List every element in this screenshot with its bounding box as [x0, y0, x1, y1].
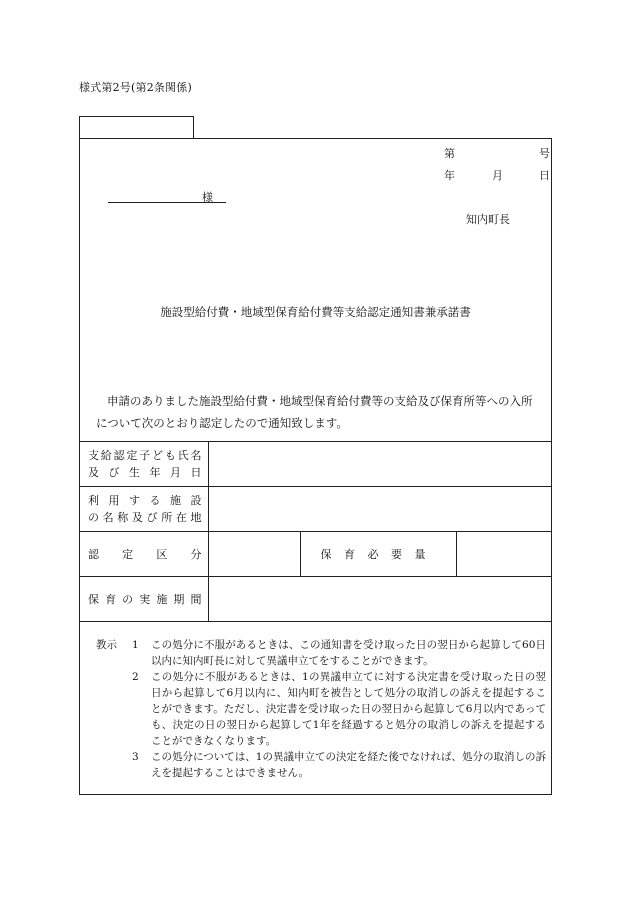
form-number: 様式第2号(第2条関係) — [79, 81, 192, 94]
facility-cell — [208, 487, 551, 532]
care-period-label: 保育の実施期間 — [80, 577, 208, 622]
care-amount-label: 保育必要量 — [300, 532, 456, 577]
day-label: 日 — [539, 169, 550, 182]
child-name-cell — [208, 442, 551, 487]
care-period-cell — [208, 577, 551, 622]
table-row — [80, 487, 551, 532]
notice-heading: 教示 — [96, 639, 117, 651]
notice-item: 1 この処分に不服があるときは、この通知書を受け取った日の翌日から起算して60日以内に知内町長に対して異議申立てをすることができます。 — [132, 639, 546, 667]
certification-table — [80, 441, 551, 622]
certification-category-cell — [208, 532, 300, 577]
number-go-label: 号 — [539, 147, 550, 160]
table-row — [80, 442, 551, 487]
document-title: 施設型給付費・地域型保育給付費等支給認定通知書兼承諾書 — [160, 305, 471, 319]
body-text — [96, 390, 539, 434]
care-amount-cell — [456, 532, 551, 577]
file-number-box — [79, 116, 194, 138]
body-line-2: について次のとおり認定したので通知致します。 — [96, 416, 348, 430]
notice-frame — [79, 138, 552, 795]
certification-category-label: 認定区分 — [80, 532, 208, 577]
month-label: 月 — [492, 169, 503, 182]
facility-label: 利用する施設 の名称及び所在地 — [80, 487, 208, 532]
table-row — [80, 532, 551, 577]
table-row — [80, 577, 551, 622]
child-name-label: 支給認定子ども氏名 及び生年月日 — [80, 442, 208, 487]
notice-item: 3 この処分については、1の異議申立ての決定を経た後でなければ、処分の取消しの訴えを提起することはできません。 — [132, 751, 546, 779]
notice-item: 2 この処分に不服があるときは、1の異議申立てに対する決定書を受け取った日の翌日から起算して6月以内に、知内町を被告として処分の取消しの訴えを提起することができます。ただし、決定書を受け取った日の翌日から起算して6月以内であっても、決定の日の翌日から起算して1年を経過すると処分の取消しの訴えを提起することができなくなります。 — [132, 671, 546, 747]
body-line-1: 申請のありました施設型給付費・地域型保育給付費等の支給及び保育所等への入所 — [107, 394, 533, 408]
number-dai-label: 第 — [444, 147, 455, 160]
year-label: 年 — [444, 169, 455, 182]
recipient-name-line — [108, 202, 226, 203]
issuer: 知内町長 — [466, 213, 510, 226]
recipient-suffix: 様 — [202, 191, 213, 204]
